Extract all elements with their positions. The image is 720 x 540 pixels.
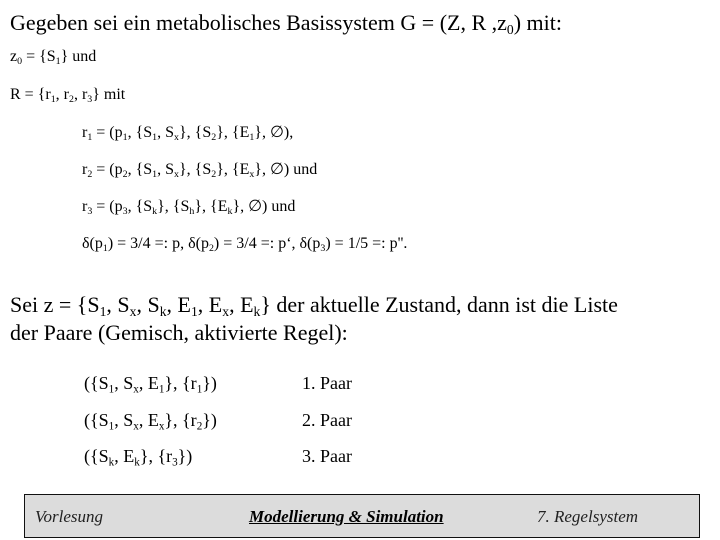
text-segment: , r [73, 86, 88, 103]
subscript: 1 [87, 131, 93, 143]
text-segment: } mit [92, 86, 126, 103]
rule-r1 [82, 122, 293, 142]
subscript: 2 [211, 131, 217, 143]
text-segment: , E [138, 410, 159, 430]
text-segment: ({S [84, 373, 109, 393]
text-segment: }, {S [178, 124, 212, 141]
text-segment: , E [114, 446, 135, 466]
text-segment: }, {r [164, 410, 197, 430]
subscript: 3 [320, 242, 326, 254]
text-segment: ({S [84, 410, 109, 430]
rule-r3 [82, 196, 295, 216]
delta-definitions [82, 235, 407, 253]
text-segment: Sei z = {S [10, 292, 100, 317]
text-segment: }) [202, 410, 217, 430]
text-segment: , S [114, 410, 134, 430]
text-segment: } und [60, 48, 97, 65]
subscript: 2 [87, 168, 93, 180]
text-segment: r [82, 161, 88, 178]
text-segment: = (p [92, 161, 123, 178]
rule-set-definition [10, 86, 125, 104]
subscript: 1 [99, 304, 107, 320]
subscript: 2 [208, 242, 214, 254]
subscript: 1 [158, 383, 165, 396]
text-segment: }, {r [139, 446, 173, 466]
text-segment: ) = 3/4 =: p‘, δ(p [213, 235, 321, 252]
subscript: 1 [102, 242, 108, 254]
subscript: 1 [55, 55, 61, 67]
pair-1-expression [84, 373, 217, 394]
text-segment: = {S [22, 48, 56, 65]
text-segment: , E [229, 292, 254, 317]
text-segment: }) [177, 446, 193, 466]
pair-3-expression [84, 446, 192, 467]
text-segment: }, {S [178, 161, 212, 178]
rule-r2 [82, 159, 317, 179]
text-segment: }, {S [157, 198, 190, 215]
text-segment: ) = 1/5 =: p''. [325, 235, 408, 252]
subscript: x [174, 131, 179, 143]
state-description-line2: der Paare (Gemisch, aktivierte Regel): [10, 320, 348, 345]
subscript: k [227, 205, 233, 217]
text-segment: }, {E [216, 124, 250, 141]
subscript: x [174, 168, 179, 180]
subscript: k [134, 456, 140, 469]
footer-course-title: Modellierung & Simulation [249, 507, 444, 526]
pair-3-label: 3. Paar [302, 446, 352, 466]
subscript: 2 [211, 168, 217, 180]
subscript: x [158, 420, 165, 433]
text-segment: }, {E [194, 198, 228, 215]
pair-1-label: 1. Paar [302, 373, 352, 393]
text-segment: , S [136, 292, 160, 317]
text-segment: }, ∅), [254, 124, 294, 141]
text-segment: r [82, 124, 88, 141]
text-segment: , r [55, 86, 69, 103]
text-segment: , {S [127, 198, 153, 215]
text-segment: , S [106, 292, 130, 317]
subscript: 1 [122, 131, 128, 143]
text-segment: R = {r [10, 86, 51, 103]
footer-lecture: Vorlesung [35, 507, 103, 526]
subscript: 1 [108, 420, 115, 433]
subscript: x [133, 420, 139, 433]
text-segment: = (p [92, 198, 123, 215]
subscript: 2 [196, 420, 203, 433]
pair-2-expression [84, 410, 217, 431]
text-segment: ({S [84, 446, 109, 466]
state-description-line1 [10, 292, 618, 318]
text-segment: , {S [127, 161, 153, 178]
subscript: 0 [17, 55, 23, 67]
subscript: 3 [87, 205, 93, 217]
heading: Gegeben sei ein metabolisches Basissystem G = (Z, R $,z_0$) mit: [10, 10, 563, 38]
text-segment: δ(p [82, 235, 103, 252]
pair-2-label: 2. Paar [302, 410, 352, 430]
subscript: 1 [50, 93, 56, 105]
text-segment: , E [138, 373, 159, 393]
footer-chapter: 7. Regelsystem [537, 507, 639, 526]
subscript: 2 [68, 93, 74, 105]
text-segment: }, {r [164, 373, 197, 393]
text-segment: , E [166, 292, 191, 317]
text-segment: , E [197, 292, 223, 317]
subscript: k [159, 304, 167, 320]
subscript: 1 [152, 168, 158, 180]
text-segment: }) [202, 373, 217, 393]
text-segment: }, {E [216, 161, 250, 178]
subscript: x [249, 168, 255, 180]
subscript: k [108, 456, 115, 469]
subscript: x [222, 304, 230, 320]
text-segment: }, ∅) und [232, 198, 296, 215]
text-segment: = (p [92, 124, 123, 141]
subscript: 1 [152, 131, 158, 143]
text-segment: } der aktuelle Zustand, dann ist die Liste [260, 292, 618, 317]
text-segment: , S [157, 161, 175, 178]
subscript: k [152, 205, 158, 217]
subscript: 3 [172, 456, 178, 469]
subscript: 1 [249, 131, 255, 143]
subscript: k [253, 304, 261, 320]
subscript: 2 [122, 168, 128, 180]
footer-bar [24, 494, 700, 538]
subscript: x [129, 304, 137, 320]
subscript: h [189, 205, 195, 217]
text-segment: r [82, 198, 88, 215]
text-segment: }, ∅) und [254, 161, 318, 178]
subscript: 3 [122, 205, 128, 217]
text-segment: z [10, 48, 18, 65]
subscript: 1 [190, 304, 198, 320]
text-segment: ) = 3/4 =: p, δ(p [107, 235, 209, 252]
text-segment: , {S [127, 124, 153, 141]
z0-definition [10, 48, 96, 66]
subscript: 1 [108, 383, 115, 396]
subscript: 1 [196, 383, 203, 396]
text-segment: , S [114, 373, 134, 393]
subscript: 3 [87, 93, 93, 105]
text-segment: , S [157, 124, 175, 141]
subscript: x [133, 383, 139, 396]
